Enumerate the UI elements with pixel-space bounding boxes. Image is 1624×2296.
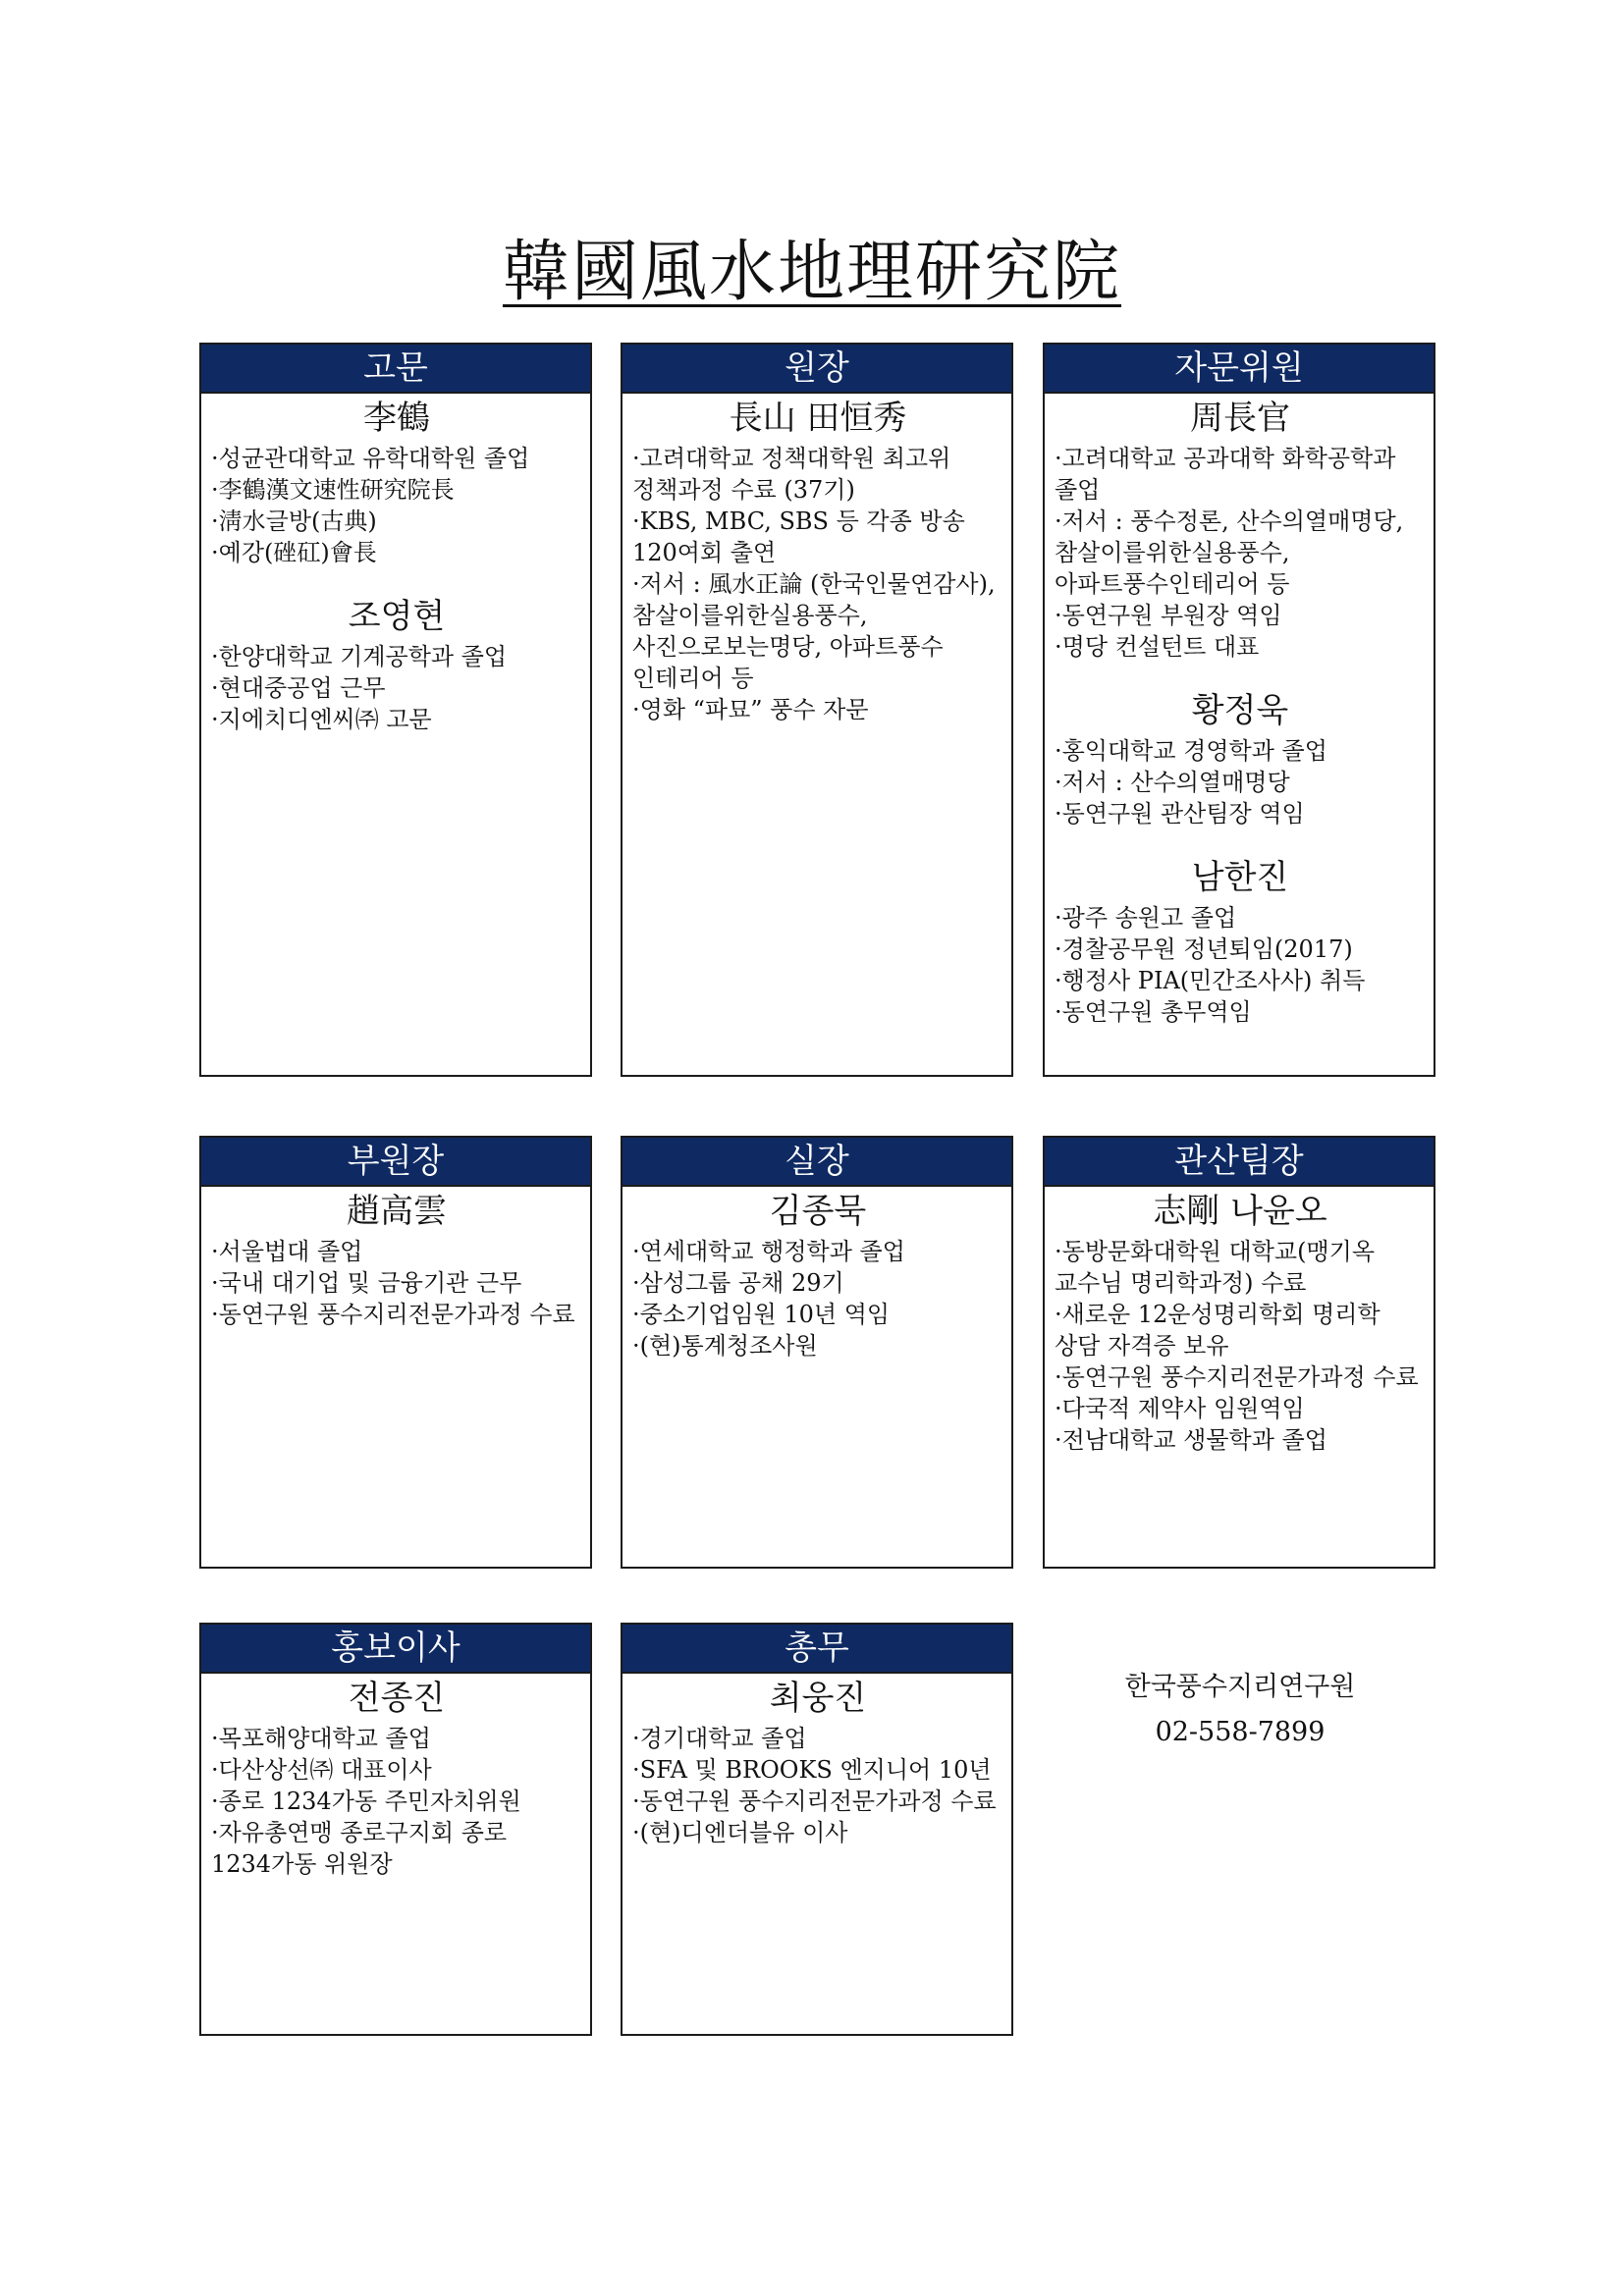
person-name: 최웅진: [769, 1679, 867, 1718]
bio-item: ·동연구원 부원장 역임: [1055, 602, 1282, 629]
card-director: [621, 343, 1013, 1077]
bio-item: ·(현)통계청조사원: [632, 1332, 818, 1360]
person-name: 長山 田恒秀: [729, 399, 907, 438]
bio-item: ·동연구원 총무역임: [1055, 998, 1252, 1026]
bio-item: ·광주 송원고 졸업: [1055, 904, 1237, 932]
bio-item: ·다국적 제약사 임원역임: [1055, 1395, 1305, 1422]
bio-item: ·연세대학교 행정학과 졸업: [632, 1238, 905, 1265]
bio-list: [632, 1723, 1003, 1848]
bio-list: [211, 1236, 582, 1330]
person-entry: [211, 594, 582, 735]
bio-item: ·자유총연맹 종로구지회 종로 1234가동 위원장: [211, 1819, 508, 1878]
card-header: 부원장: [201, 1138, 590, 1187]
bio-list: [1055, 735, 1426, 829]
card-body: [1045, 1187, 1434, 1491]
bio-item: ·영화 “파묘” 풍수 자문: [632, 696, 869, 723]
card-header: 자문위원: [1045, 345, 1434, 394]
card-header: 원장: [623, 345, 1011, 394]
bio-item: ·동방문화대학원 대학교(맹기옥 교수님 명리학과정) 수료: [1055, 1238, 1376, 1297]
bio-item: ·성균관대학교 유학대학원 졸업: [211, 445, 530, 472]
card-vice-director: [199, 1136, 592, 1569]
bio-item: ·저서 : 風水正論 (한국인물연감사), 참살이를위한실용풍수, 사진으로보는명당, 아파트풍수 인테리어 등: [632, 570, 996, 692]
bio-list: [1055, 1236, 1426, 1456]
card-header: 실장: [623, 1138, 1011, 1187]
person-name: 趙高雲: [347, 1192, 447, 1231]
card-consultant: [1043, 343, 1435, 1077]
bio-list: [211, 443, 582, 568]
card-chief: [621, 1136, 1013, 1569]
person-name: 황정욱: [1191, 691, 1289, 730]
bio-item: ·지에치디엔씨㈜ 고문: [211, 706, 432, 733]
card-general-affairs: [621, 1623, 1013, 2036]
bio-item: ·고려대학교 공과대학 화학공학과 졸업: [1055, 445, 1396, 504]
person-entry: [211, 1676, 582, 1880]
contact-block: [1044, 1665, 1436, 1755]
bio-item: ·홍익대학교 경영학과 졸업: [1055, 737, 1327, 765]
person-entry: [1055, 1189, 1426, 1456]
bio-item: ·(현)디엔더블유 이사: [632, 1819, 848, 1846]
card-advisor: [199, 343, 592, 1077]
bio-item: ·저서 : 산수의열매명당: [1055, 769, 1290, 796]
bio-item: ·동연구원 관산팀장 역임: [1055, 800, 1305, 828]
bio-item: ·淸水글방(古典): [211, 507, 377, 535]
person-name: 周長官: [1190, 399, 1290, 438]
bio-item: ·동연구원 풍수지리전문가과정 수료: [211, 1301, 575, 1328]
card-body: [623, 1187, 1011, 1397]
person-entry: [211, 1189, 582, 1330]
card-body: [201, 1674, 590, 1915]
card-body: [1045, 394, 1434, 1063]
card-survey-lead: [1043, 1136, 1435, 1569]
bio-item: ·예강(䂳矼)會長: [211, 539, 377, 566]
card-body: [201, 394, 590, 771]
contact-org: 한국풍수지리연구원: [1124, 1672, 1356, 1702]
bio-list: [211, 641, 582, 735]
bio-item: ·전남대학교 생물학과 졸업: [1055, 1426, 1327, 1454]
card-body: [623, 394, 1011, 761]
person-name: 전종진: [348, 1679, 446, 1718]
bio-item: ·다산상선㈜ 대표이사: [211, 1756, 432, 1784]
card-header: 관산팀장: [1045, 1138, 1434, 1187]
bio-list: [632, 1236, 1003, 1362]
person-name: 志剛 나윤오: [1153, 1192, 1327, 1231]
bio-item: ·고려대학교 정책대학원 최고위 정책과정 수료 (37기): [632, 445, 951, 504]
card-header: 총무: [623, 1625, 1011, 1674]
person-entry: [632, 1676, 1003, 1848]
person-name: 조영현: [348, 597, 446, 636]
person-entry: [1055, 855, 1426, 1028]
person-entry: [1055, 688, 1426, 829]
card-header: 홍보이사: [201, 1625, 590, 1674]
card-header: 고문: [201, 345, 590, 394]
bio-item: ·명당 컨설턴트 대표: [1055, 633, 1260, 661]
bio-item: ·중소기업임원 10년 역임: [632, 1301, 891, 1328]
bio-item: ·종로 1234가동 주민자치위원: [211, 1788, 521, 1815]
person-entry: [1055, 396, 1426, 663]
bio-item: ·동연구원 풍수지리전문가과정 수료: [632, 1788, 997, 1815]
contact-phone: 02-558-7899: [1155, 1717, 1326, 1747]
bio-item: ·저서 : 풍수정론, 산수의열매명당, 참살이를위한실용풍수, 아파트풍수인테리어 등: [1055, 507, 1404, 598]
bio-item: ·한양대학교 기계공학과 졸업: [211, 643, 508, 670]
bio-item: ·현대중공업 근무: [211, 674, 386, 702]
person-entry: [211, 396, 582, 568]
person-name: 김종묵: [769, 1192, 867, 1231]
bio-item: ·경기대학교 졸업: [632, 1725, 807, 1752]
bio-item: ·李鶴漢文速性研究院長: [211, 476, 455, 504]
page-title: 韓國風水地理研究院: [502, 234, 1121, 311]
bio-item: ·목포해양대학교 졸업: [211, 1725, 431, 1752]
bio-list: [211, 1723, 582, 1880]
card-pr-director: [199, 1623, 592, 2036]
person-entry: [632, 396, 1003, 725]
bio-item: ·동연구원 풍수지리전문가과정 수료: [1055, 1363, 1419, 1391]
bio-item: ·국내 대기업 및 금융기관 근무: [211, 1269, 522, 1297]
bio-item: ·KBS, MBC, SBS 등 각종 방송 120여회 출연: [632, 507, 965, 566]
person-entry: [632, 1189, 1003, 1362]
bio-list: [632, 443, 1003, 725]
bio-list: [1055, 443, 1426, 663]
bio-item: ·SFA 및 BROOKS 엔지니어 10년: [632, 1756, 992, 1784]
person-name: 남한진: [1191, 858, 1289, 897]
bio-item: ·행정사 PIA(민간조사사) 취득: [1055, 967, 1366, 994]
bio-list: [1055, 902, 1426, 1028]
bio-item: ·새로운 12운성명리학회 명리학 상담 자격증 보유: [1055, 1301, 1380, 1360]
card-body: [201, 1187, 590, 1365]
bio-item: ·삼성그룹 공채 29기: [632, 1269, 844, 1297]
bio-item: ·서울법대 졸업: [211, 1238, 363, 1265]
bio-item: ·경찰공무원 정년퇴임(2017): [1055, 935, 1353, 963]
card-body: [623, 1674, 1011, 1884]
person-name: 李鶴: [363, 399, 430, 438]
